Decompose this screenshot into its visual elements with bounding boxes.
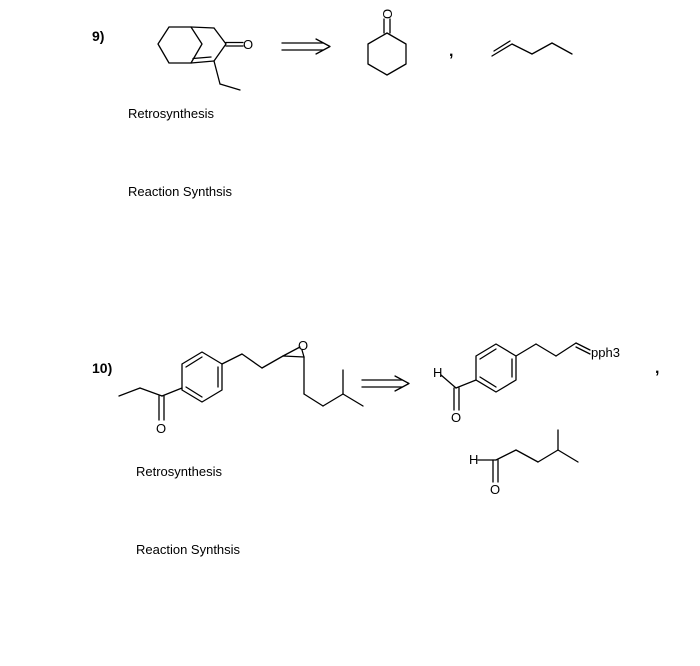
ylide-label: pph3 [591,345,620,360]
cyclohexanone-structure [368,9,406,75]
oxygen-atom: O [156,421,167,436]
problem-10-target-structure [119,338,363,436]
benzene-ring [182,352,222,402]
aromatic-bond [186,357,202,367]
aromatic-bond [480,377,496,387]
benzaldehyde-ylide-structure [433,343,620,425]
problem-10-reaction-synthesis-label: Reaction Synthsis [136,542,241,557]
ethyl-bond [220,84,240,90]
epoxide-bond [283,356,304,357]
double-bond-inner [193,57,211,59]
problem-9-reaction-synthesis-label: Reaction Synthsis [128,184,233,199]
oxygen-atom: O [490,482,501,497]
bond [191,27,214,28]
bond [214,44,226,61]
ylide-bond [576,347,590,354]
problem-9-number: 9) [92,28,105,44]
target-cyclohexane-ring [158,27,202,63]
aromatic-bond [480,349,496,359]
hydrogen-atom: H [469,452,479,467]
problem-9-retro-arrow [282,39,330,54]
aromatic-bond [186,387,202,397]
problem-9-target-structure [158,27,253,90]
oxygen-atom: O [380,8,395,19]
aldehyde-structure [469,430,578,497]
problem-10-number: 10) [92,360,113,376]
oxygen-atom: O [451,410,462,425]
bond [214,28,226,44]
benzene-ring [476,344,516,392]
bond [191,61,214,63]
problem-9-retrosynthesis-label: Retrosynthesis [128,106,214,121]
hydrogen-atom: H [433,365,443,380]
ylide-bond [576,343,590,350]
problem-10-retrosynthesis-label: Retrosynthesis [136,464,222,479]
problem-10-retro-arrow [362,376,409,391]
ethyl-bond [214,61,220,84]
pentene-structure [492,41,572,56]
cyclohexanone-ring [368,33,406,75]
oxygen-atom: O [243,37,254,52]
separator-comma: , [449,43,454,60]
epoxide-oxygen-atom: O [298,338,309,353]
separator-comma: , [655,360,660,377]
